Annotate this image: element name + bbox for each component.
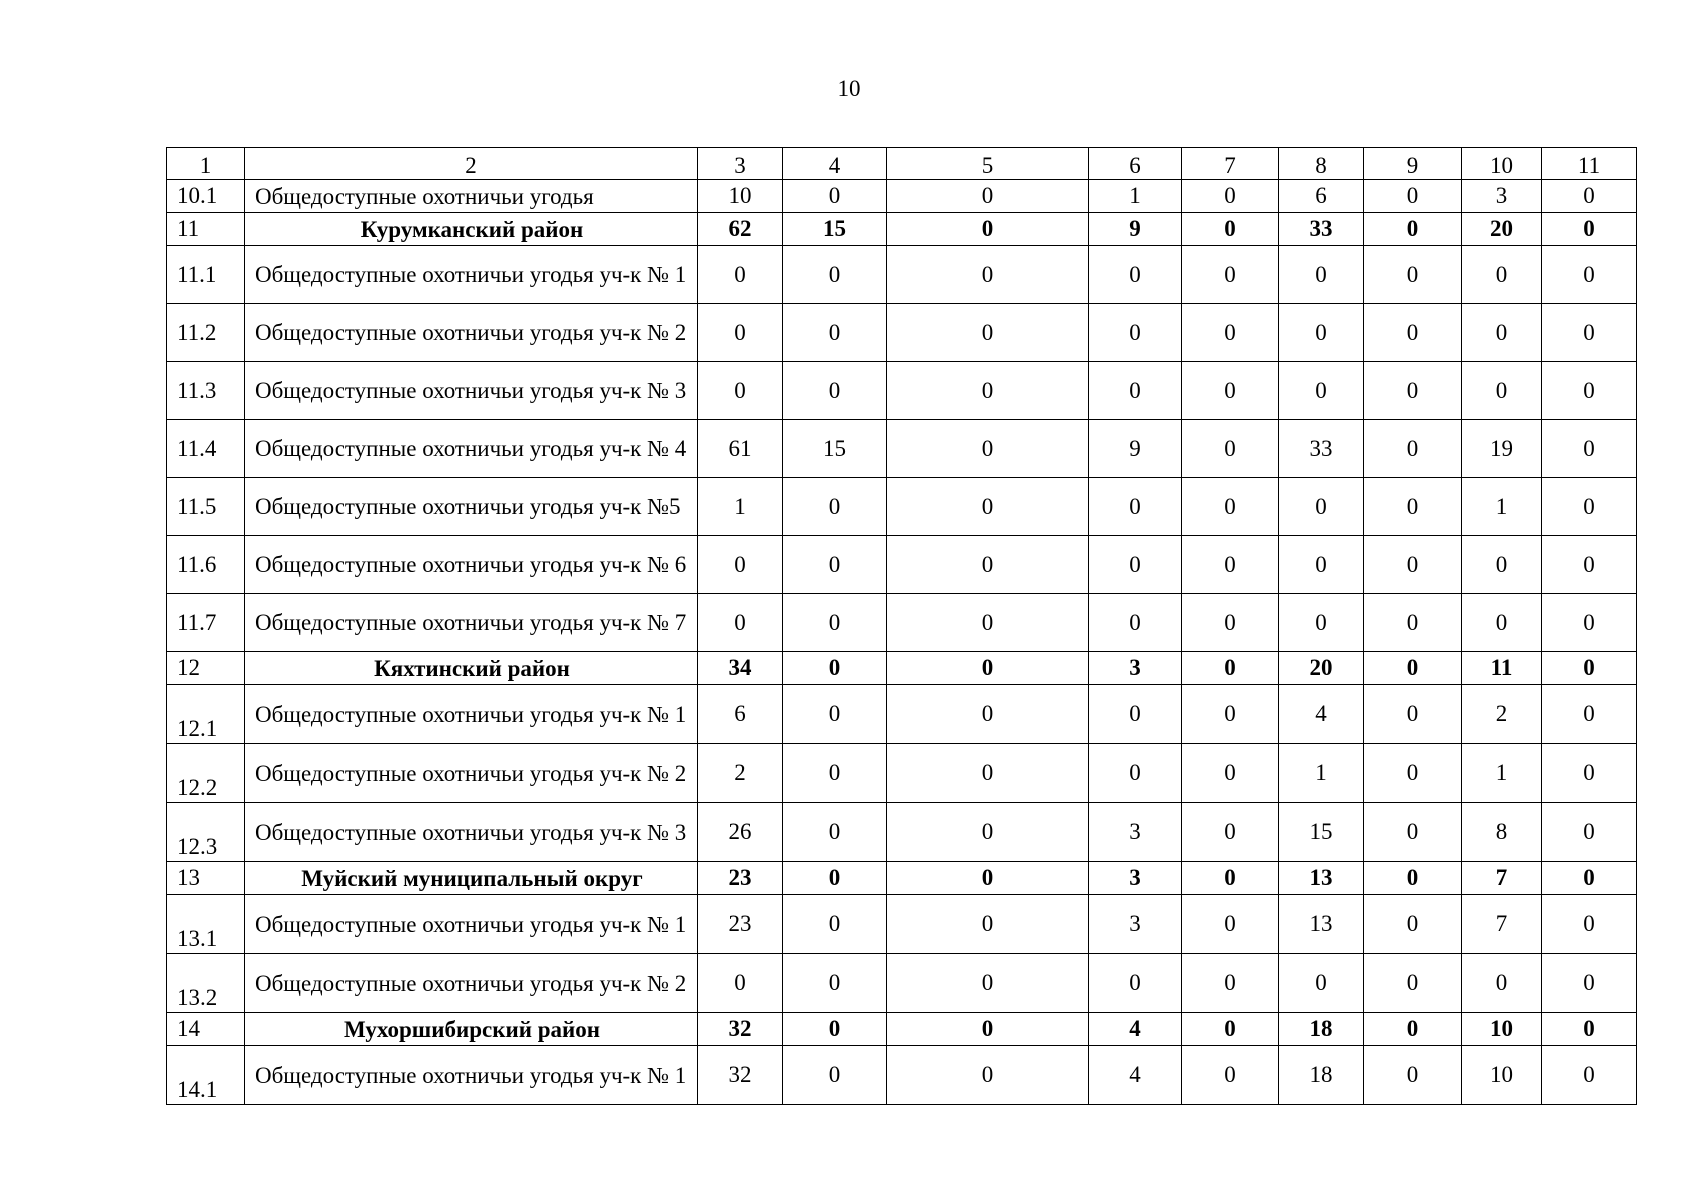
value-cell: 61 [698, 420, 783, 478]
value-cell: 0 [783, 1013, 887, 1046]
value-cell: 0 [698, 594, 783, 652]
value-cell: 0 [698, 954, 783, 1013]
value-cell: 0 [1364, 536, 1462, 594]
value-cell: 0 [1182, 180, 1279, 213]
value-cell: 0 [1542, 862, 1637, 895]
value-cell: 0 [1542, 744, 1637, 803]
value-cell: 2 [698, 744, 783, 803]
district-row [167, 652, 1637, 685]
value-cell: 32 [698, 1046, 783, 1105]
value-cell: 15 [783, 213, 887, 246]
value-cell: 0 [1182, 954, 1279, 1013]
value-cell: 10 [698, 180, 783, 213]
value-cell: 6 [698, 685, 783, 744]
value-cell: 0 [887, 803, 1089, 862]
header-cell: 11 [1542, 148, 1637, 180]
value-cell: 0 [1542, 304, 1637, 362]
row-name: Кяхтинский район [245, 652, 698, 685]
value-cell: 0 [887, 304, 1089, 362]
row-name: Общедоступные охотничьи угодья уч-к № 7 [245, 594, 698, 652]
row-number: 12.3 [167, 803, 245, 862]
value-cell: 0 [1089, 685, 1182, 744]
value-cell: 0 [1542, 652, 1637, 685]
value-cell: 23 [698, 862, 783, 895]
value-cell: 0 [1462, 594, 1542, 652]
value-cell: 0 [1089, 744, 1182, 803]
row-number: 11.1 [167, 246, 245, 304]
value-cell: 0 [1182, 1013, 1279, 1046]
value-cell: 0 [1462, 954, 1542, 1013]
table-row [167, 803, 1637, 862]
value-cell: 0 [1182, 652, 1279, 685]
value-cell: 0 [1182, 246, 1279, 304]
row-number: 11.3 [167, 362, 245, 420]
value-cell: 26 [698, 803, 783, 862]
header-cell: 3 [698, 148, 783, 180]
value-cell: 0 [1279, 304, 1364, 362]
value-cell: 3 [1089, 895, 1182, 954]
value-cell: 0 [1364, 685, 1462, 744]
value-cell: 0 [1542, 180, 1637, 213]
value-cell: 0 [1364, 246, 1462, 304]
value-cell: 33 [1279, 420, 1364, 478]
value-cell: 0 [1542, 685, 1637, 744]
header-cell: 2 [245, 148, 698, 180]
row-number: 13 [167, 862, 245, 895]
value-cell: 0 [1279, 594, 1364, 652]
header-cell: 5 [887, 148, 1089, 180]
value-cell: 0 [887, 1046, 1089, 1105]
value-cell: 0 [1089, 954, 1182, 1013]
value-cell: 0 [1364, 744, 1462, 803]
value-cell: 0 [1279, 954, 1364, 1013]
row-name: Муйский муниципальный округ [245, 862, 698, 895]
value-cell: 10 [1462, 1013, 1542, 1046]
value-cell: 0 [887, 246, 1089, 304]
row-number: 13.2 [167, 954, 245, 1013]
row-name: Общедоступные охотничьи угодья уч-к № 1 [245, 1046, 698, 1105]
value-cell: 0 [1542, 895, 1637, 954]
hunting-grounds-table [166, 147, 1637, 1105]
value-cell: 18 [1279, 1046, 1364, 1105]
value-cell: 0 [1279, 536, 1364, 594]
value-cell: 33 [1279, 213, 1364, 246]
value-cell: 1 [1279, 744, 1364, 803]
value-cell: 2 [1462, 685, 1542, 744]
table-row [167, 180, 1637, 213]
value-cell: 0 [887, 180, 1089, 213]
row-number: 12.2 [167, 744, 245, 803]
value-cell: 0 [1089, 536, 1182, 594]
row-name: Общедоступные охотничьи угодья уч-к № 3 [245, 362, 698, 420]
value-cell: 0 [1542, 213, 1637, 246]
value-cell: 62 [698, 213, 783, 246]
value-cell: 13 [1279, 862, 1364, 895]
value-cell: 0 [1462, 246, 1542, 304]
value-cell: 0 [1462, 304, 1542, 362]
table-row [167, 895, 1637, 954]
value-cell: 1 [1462, 744, 1542, 803]
row-name: Общедоступные охотничьи угодья уч-к №5 [245, 478, 698, 536]
header-cell: 4 [783, 148, 887, 180]
value-cell: 20 [1279, 652, 1364, 685]
table-row [167, 362, 1637, 420]
value-cell: 4 [1089, 1046, 1182, 1105]
row-name: Общедоступные охотничьи угодья уч-к № 3 [245, 803, 698, 862]
value-cell: 3 [1089, 652, 1182, 685]
table-row [167, 1046, 1637, 1105]
value-cell: 0 [1089, 478, 1182, 536]
row-number: 12 [167, 652, 245, 685]
value-cell: 8 [1462, 803, 1542, 862]
value-cell: 0 [783, 594, 887, 652]
value-cell: 0 [783, 803, 887, 862]
value-cell: 0 [887, 362, 1089, 420]
value-cell: 0 [1182, 862, 1279, 895]
value-cell: 0 [783, 362, 887, 420]
value-cell: 0 [783, 304, 887, 362]
value-cell: 0 [1182, 803, 1279, 862]
value-cell: 9 [1089, 420, 1182, 478]
value-cell: 0 [1182, 420, 1279, 478]
row-number: 11.5 [167, 478, 245, 536]
value-cell: 19 [1462, 420, 1542, 478]
value-cell: 0 [1364, 362, 1462, 420]
row-name: Общедоступные охотничьи угодья уч-к № 6 [245, 536, 698, 594]
value-cell: 0 [783, 862, 887, 895]
row-number: 13.1 [167, 895, 245, 954]
row-name: Общедоступные охотничьи угодья уч-к № 1 [245, 895, 698, 954]
value-cell: 0 [1182, 478, 1279, 536]
value-cell: 0 [1279, 362, 1364, 420]
header-cell: 6 [1089, 148, 1182, 180]
value-cell: 0 [1089, 594, 1182, 652]
header-cell: 1 [167, 148, 245, 180]
value-cell: 7 [1462, 895, 1542, 954]
value-cell: 0 [887, 652, 1089, 685]
row-name: Мухоршибирский район [245, 1013, 698, 1046]
district-row [167, 213, 1637, 246]
district-row [167, 862, 1637, 895]
row-name: Общедоступные охотничьи угодья уч-к № 1 [245, 685, 698, 744]
row-number: 14 [167, 1013, 245, 1046]
value-cell: 0 [887, 895, 1089, 954]
row-name: Общедоступные охотничьи угодья уч-к № 4 [245, 420, 698, 478]
table-row [167, 304, 1637, 362]
header-cell: 9 [1364, 148, 1462, 180]
value-cell: 0 [1364, 180, 1462, 213]
value-cell: 0 [783, 895, 887, 954]
value-cell: 0 [1542, 803, 1637, 862]
value-cell: 0 [1182, 685, 1279, 744]
row-number: 11 [167, 213, 245, 246]
value-cell: 9 [1089, 213, 1182, 246]
value-cell: 0 [1182, 744, 1279, 803]
value-cell: 15 [1279, 803, 1364, 862]
value-cell: 0 [783, 652, 887, 685]
table-row [167, 246, 1637, 304]
value-cell: 11 [1462, 652, 1542, 685]
value-cell: 0 [887, 536, 1089, 594]
value-cell: 0 [1182, 1046, 1279, 1105]
header-cell: 7 [1182, 148, 1279, 180]
row-name: Общедоступные охотничьи угодья [245, 180, 698, 213]
value-cell: 0 [1364, 420, 1462, 478]
value-cell: 34 [698, 652, 783, 685]
value-cell: 0 [887, 213, 1089, 246]
row-number: 14.1 [167, 1046, 245, 1105]
value-cell: 18 [1279, 1013, 1364, 1046]
value-cell: 0 [1182, 594, 1279, 652]
value-cell: 0 [1364, 862, 1462, 895]
value-cell: 3 [1089, 862, 1182, 895]
table-row [167, 536, 1637, 594]
value-cell: 0 [1542, 362, 1637, 420]
value-cell: 0 [698, 362, 783, 420]
value-cell: 0 [1364, 594, 1462, 652]
value-cell: 0 [1089, 246, 1182, 304]
value-cell: 0 [1462, 536, 1542, 594]
table-row [167, 478, 1637, 536]
value-cell: 0 [1182, 895, 1279, 954]
value-cell: 23 [698, 895, 783, 954]
table-row [167, 420, 1637, 478]
value-cell: 0 [1364, 1013, 1462, 1046]
value-cell: 0 [1364, 478, 1462, 536]
value-cell: 0 [1182, 213, 1279, 246]
row-number: 12.1 [167, 685, 245, 744]
value-cell: 7 [1462, 862, 1542, 895]
value-cell: 1 [698, 478, 783, 536]
value-cell: 0 [1364, 954, 1462, 1013]
value-cell: 0 [1182, 536, 1279, 594]
row-name: Общедоступные охотничьи угодья уч-к № 2 [245, 954, 698, 1013]
value-cell: 0 [698, 536, 783, 594]
value-cell: 0 [698, 246, 783, 304]
value-cell: 0 [1182, 362, 1279, 420]
value-cell: 0 [783, 685, 887, 744]
value-cell: 6 [1279, 180, 1364, 213]
value-cell: 0 [1542, 1046, 1637, 1105]
value-cell: 0 [783, 954, 887, 1013]
table-row [167, 954, 1637, 1013]
header-row [167, 148, 1637, 180]
value-cell: 0 [1542, 478, 1637, 536]
value-cell: 0 [1462, 362, 1542, 420]
value-cell: 0 [783, 744, 887, 803]
value-cell: 0 [1542, 246, 1637, 304]
value-cell: 32 [698, 1013, 783, 1046]
table-row [167, 594, 1637, 652]
value-cell: 0 [1364, 1046, 1462, 1105]
table-row [167, 685, 1637, 744]
value-cell: 0 [1542, 594, 1637, 652]
value-cell: 0 [887, 420, 1089, 478]
header-cell: 8 [1279, 148, 1364, 180]
value-cell: 0 [1279, 246, 1364, 304]
header-cell: 10 [1462, 148, 1542, 180]
value-cell: 0 [887, 685, 1089, 744]
value-cell: 0 [1542, 954, 1637, 1013]
value-cell: 0 [1182, 304, 1279, 362]
value-cell: 0 [1542, 536, 1637, 594]
value-cell: 13 [1279, 895, 1364, 954]
value-cell: 0 [783, 478, 887, 536]
value-cell: 0 [783, 180, 887, 213]
value-cell: 0 [1364, 213, 1462, 246]
row-number: 11.4 [167, 420, 245, 478]
value-cell: 4 [1089, 1013, 1182, 1046]
value-cell: 15 [783, 420, 887, 478]
value-cell: 0 [1279, 478, 1364, 536]
value-cell: 0 [1089, 362, 1182, 420]
page-number: 10 [837, 76, 861, 101]
value-cell: 0 [1364, 803, 1462, 862]
row-name: Общедоступные охотничьи угодья уч-к № 1 [245, 246, 698, 304]
row-name: Общедоступные охотничьи угодья уч-к № 2 [245, 304, 698, 362]
value-cell: 0 [1542, 1013, 1637, 1046]
row-number: 11.2 [167, 304, 245, 362]
value-cell: 4 [1279, 685, 1364, 744]
value-cell: 0 [783, 536, 887, 594]
value-cell: 0 [698, 304, 783, 362]
value-cell: 20 [1462, 213, 1542, 246]
value-cell: 0 [887, 594, 1089, 652]
value-cell: 0 [1542, 420, 1637, 478]
row-name: Курумканский район [245, 213, 698, 246]
value-cell: 3 [1462, 180, 1542, 213]
table-row [167, 744, 1637, 803]
value-cell: 0 [887, 478, 1089, 536]
value-cell: 1 [1462, 478, 1542, 536]
value-cell: 0 [887, 954, 1089, 1013]
value-cell: 0 [1364, 895, 1462, 954]
value-cell: 0 [887, 862, 1089, 895]
row-name: Общедоступные охотничьи угодья уч-к № 2 [245, 744, 698, 803]
value-cell: 0 [783, 1046, 887, 1105]
value-cell: 0 [887, 1013, 1089, 1046]
row-number: 11.7 [167, 594, 245, 652]
value-cell: 1 [1089, 180, 1182, 213]
value-cell: 3 [1089, 803, 1182, 862]
value-cell: 0 [1364, 304, 1462, 362]
value-cell: 0 [1089, 304, 1182, 362]
value-cell: 0 [783, 246, 887, 304]
row-number: 11.6 [167, 536, 245, 594]
value-cell: 0 [1364, 652, 1462, 685]
value-cell: 0 [887, 744, 1089, 803]
value-cell: 10 [1462, 1046, 1542, 1105]
district-row [167, 1013, 1637, 1046]
row-number: 10.1 [167, 180, 245, 213]
